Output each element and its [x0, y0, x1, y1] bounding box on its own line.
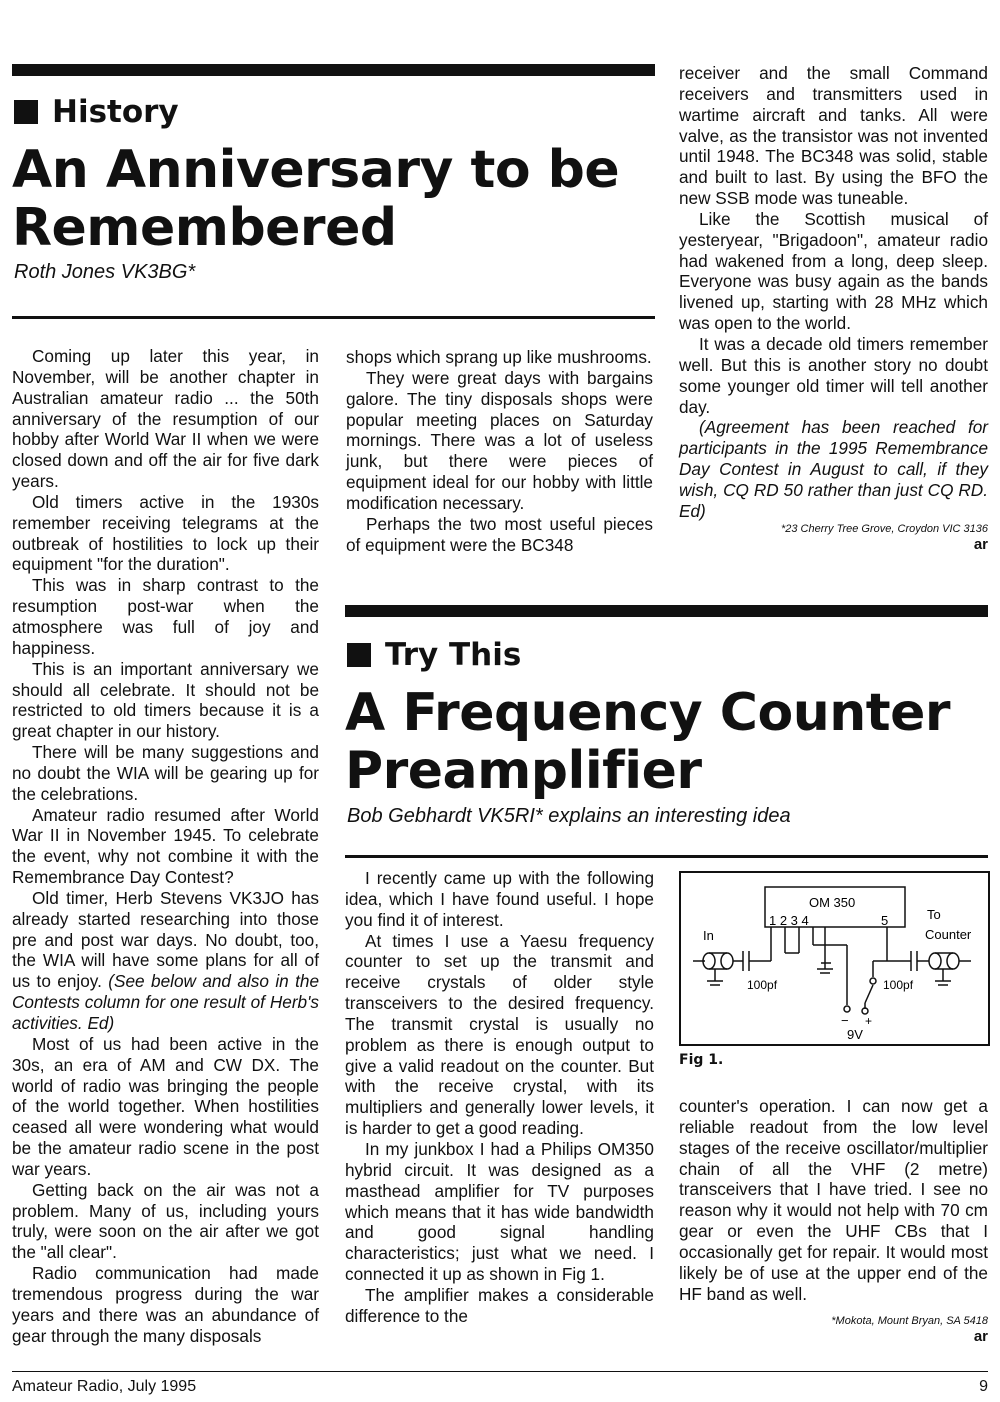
headline-line: A Frequency Counter	[345, 683, 951, 743]
author-address-footnote: *Mokota, Mount Bryan, SA 5418	[831, 1315, 988, 1328]
trythis-column-2	[679, 1096, 988, 1346]
paragraph: Like the Scottish musical of yesteryear, "Brigadoon", amateur radio had wakened from a long, deep sleep. Everyone was busy again as the bands livened up, starting with 28 MHz which was open to the world.	[679, 208, 988, 334]
figure-caption: Fig 1.	[679, 1052, 724, 1068]
trythis-byline: Bob Gebhardt VK5RI* explains an interesting idea	[347, 805, 791, 827]
section-square-icon	[14, 100, 38, 124]
trythis-top-rule	[345, 605, 988, 617]
trythis-byline-rule	[345, 855, 988, 858]
supply-label: 9V	[847, 1027, 863, 1042]
end-mark: ar	[973, 535, 988, 553]
counter-label: Counter	[925, 927, 972, 942]
history-byline-rule	[12, 316, 655, 319]
paragraph: The amplifier makes a considerable difference to the	[345, 1284, 654, 1326]
to-label: To	[927, 907, 941, 922]
history-top-rule	[12, 64, 655, 76]
paragraph: Perhaps the two most useful pieces of equipment were the BC348	[346, 513, 653, 555]
paragraph-text: Old timer, Herb Stevens VK3JO has already started researching into those pre and post war days. No doubt, too, the WIA will have some plans for all of us to enjoy.	[12, 887, 319, 992]
history-headline	[12, 141, 619, 257]
paragraph: Getting back on the air was not a problem. Many of us, including yours truly, were soon on the air after we got the "all clear".	[12, 1179, 319, 1263]
paragraph: Most of us had been active in the 30s, an era of AM and CW DX. The world of radio was bringing the people of the world together. When hostilities ceased all were wondering what would be the amateur radio scene in the post war years.	[12, 1033, 319, 1179]
section-name: History	[52, 94, 179, 130]
paragraph: shops which sprang up like mushrooms.	[346, 347, 652, 367]
end-mark: ar	[973, 1328, 988, 1346]
paragraph: There will be many suggestions and no doubt the WIA will be gearing up for the celebrations.	[12, 742, 319, 804]
cap2-label: 100pf	[883, 978, 914, 992]
paragraph: I recently came up with the following idea, which I have found useful. I hope you find it of interest.	[345, 868, 654, 930]
plus-label: +	[865, 1014, 873, 1028]
pin-wiring	[785, 927, 911, 1014]
editor-note: (Agreement has been reached for participants in the 1995 Remembrance Day Contest in August to call, if they wish, CQ RD 50 rather than just CQ RD. Ed)	[679, 417, 988, 521]
trythis-column-1	[345, 868, 654, 1327]
figure-1-schematic	[679, 871, 990, 1046]
pin-5-label: 5	[881, 913, 889, 928]
history-column-1	[12, 346, 319, 1347]
pin-numbers: 1 2 3 4	[769, 913, 809, 928]
paragraph: They were great days with bargains galore. The tiny disposals shops were popular meeting places on Saturday mornings. There was a lot of useless junk, but there were pieces of equipment ideal for our hobby with little modification necessary.	[346, 367, 653, 513]
paragraph: In my junkbox I had a Philips OM350 hybrid circuit. It was designed as a masthead amplifier for TV purposes which means that it has wide bandwidth and good signal handling characteristics; just what we need. I connected it up as shown in Fig 1.	[345, 1138, 654, 1285]
author-address-footnote: *23 Cherry Tree Grove, Croydon VIC 3136	[780, 522, 988, 535]
paragraph: counter's operation. I can now get a reliable readout from the low level stages of the receive oscillator/multiplier chain of all the VHF (2 metre) transceivers that I have tried. I see no reason why it would not help with 70 cm gear or even the UHF CBs that I occasionally get for repair. It would most likely be of use at the upper end of the HF band as well.	[679, 1096, 988, 1304]
section-name: Try This	[385, 637, 522, 673]
trythis-headline	[345, 684, 950, 800]
paragraph: Amateur radio resumed after World War II in November 1945. To celebrate the event, why not combine it with the Remembrance Day Contest?	[12, 804, 319, 888]
cap1-label: 100pf	[747, 978, 778, 992]
history-column-2	[346, 347, 653, 555]
circuit-diagram	[681, 873, 988, 1044]
editor-note: (See below and also in the Contests column for one result of Herb's activities. Ed)	[12, 971, 319, 1033]
page-number: 9	[979, 1378, 988, 1395]
footer-rule	[12, 1371, 988, 1372]
output-capacitor	[911, 951, 929, 971]
output-connector	[929, 953, 971, 985]
paragraph: Radio communication had made tremendous progress during the war years and there was an abundance of gear through the many disposals	[12, 1263, 319, 1346]
paragraph-with-note	[12, 888, 319, 1034]
history-byline: Roth Jones VK3BG*	[14, 261, 196, 283]
headline-line: An Anniversary to be	[12, 140, 620, 200]
minus-label: −	[841, 1013, 849, 1028]
paragraph: This was in sharp contrast to the resumption post-war when the atmosphere was full of joy and happiness.	[12, 575, 319, 658]
paragraph: receiver and the small Command receivers and transmitters used in wartime aircraft and tanks. All were valve, as the transistor was not invented until 1948. The BC348 was solid, stable and built to last. By using the BFO the new SSB mode was tuneable.	[679, 63, 988, 209]
paragraph: At times I use a Yaesu frequency counter to set up the transmit and receive crystals of older style transceivers to the desired frequency. The transmit crystal is usually no problem as there is enough output to give a valid readout on the counter. But with the receive crystal, with its multipliers and generally lower levels, it is harder to get a good reading.	[345, 930, 654, 1139]
paragraph: Coming up later this year, in November, will be another chapter in Australian amateur radio ... the 50th anniversary of the resumption of our hobby after World War II when we were closed down and off the air for five dark years.	[12, 346, 319, 492]
trythis-section-label	[347, 637, 521, 673]
footer-publication: Amateur Radio, July 1995	[12, 1378, 197, 1395]
paragraph: It was a decade old timers remember well. But this is another story no doubt some younger old timer will tell another day.	[679, 333, 988, 417]
headline-line: Preamplifier	[345, 741, 702, 801]
paragraph: Old timers active in the 1930s remember receiving telegrams at the outbreak of hostilities to lock up their equipment "for the duration".	[12, 491, 319, 575]
section-square-icon	[347, 643, 371, 667]
history-column-3	[679, 63, 988, 554]
in-label: In	[703, 928, 714, 943]
paragraph: This is an important anniversary we should all celebrate. It should not be restricted to old timers because it is a great chapter in our history.	[12, 658, 319, 742]
chip-label: OM 350	[809, 895, 856, 910]
input-connector	[693, 953, 743, 985]
history-section-label	[14, 94, 179, 130]
input-capacitor	[743, 927, 771, 971]
headline-line: Remembered	[12, 198, 397, 258]
